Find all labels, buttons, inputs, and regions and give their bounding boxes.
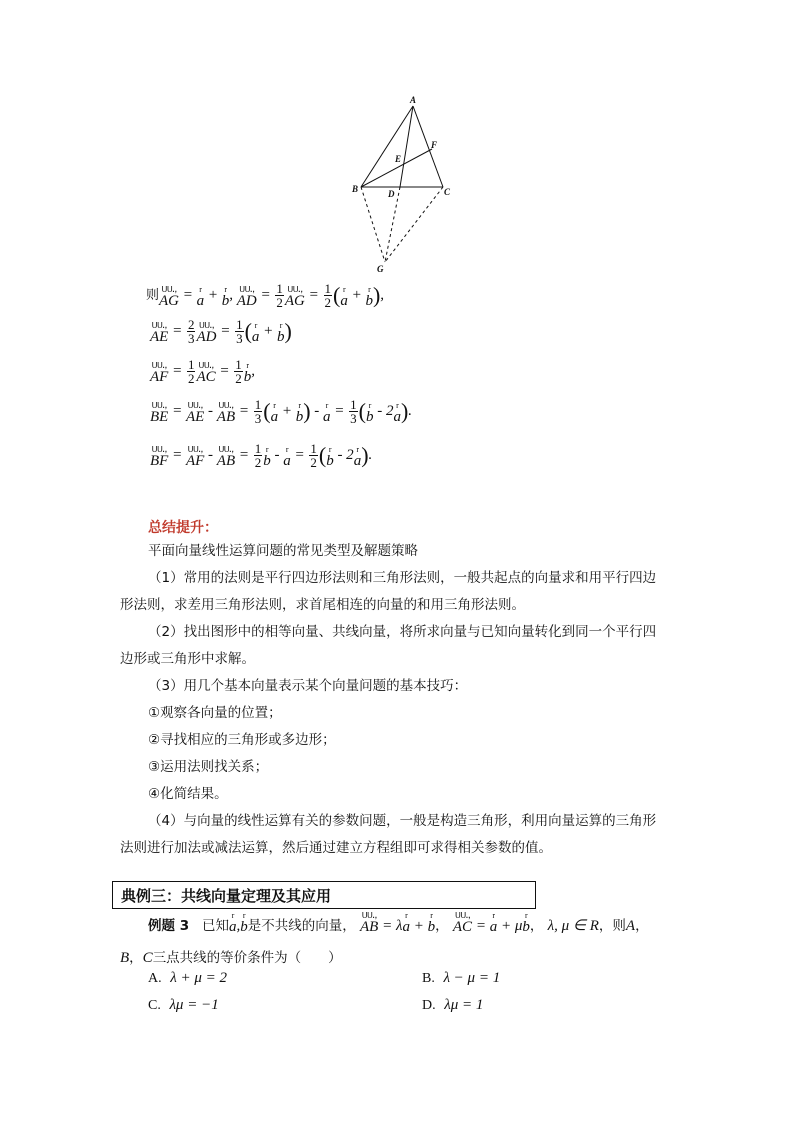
equation-prefix: 则 (146, 287, 160, 303)
equation-line-3: ꓴꓴꓻ AF = $\frac{1}{2}$ ꓴꓴꓻ AC = $\frac{1}{2}$ r b , (150, 357, 255, 386)
option-a[interactable]: A. λ + μ = 2 (148, 970, 227, 986)
option-b[interactable]: B. λ − μ = 1 (422, 970, 501, 986)
equation-line-4: ꓴꓴꓻ BE = ꓴꓴꓻ AE - ꓴꓴꓻ AB = $\frac{1}{3}$ ( r a + r b ) - r a = $\frac{1}{3}$ ( r b - 2 r a ). (150, 397, 413, 426)
label-c: C (444, 187, 451, 197)
example-condition: λ, μ ∈ R (547, 918, 599, 934)
summary-step-3: ③运用法则找关系； (148, 759, 269, 775)
summary-step-2: ②寻找相应的三角形或多边形； (148, 732, 336, 748)
label-f: F (431, 140, 438, 150)
summary-point-1-line-2: 形法则，求差用三角形法则，求首尾相连的向量的和用三角形法则。 (120, 597, 525, 613)
option-c[interactable]: C. λμ = −1 (148, 997, 219, 1013)
summary-point-3: （3）用几个基本向量表示某个向量问题的基本技巧： (148, 678, 468, 694)
segment-ac (413, 106, 443, 187)
summary-point-2-line-2: 边形或三角形中求解。 (120, 651, 255, 667)
segment-bg (361, 187, 385, 262)
segment-ad (400, 106, 413, 187)
summary-heading: 总结提升： (148, 520, 218, 536)
equation-line-5: ꓴꓴꓻ BF = ꓴꓴꓻ AF - ꓴꓴꓻ AB = $\frac{1}{2}$ r b - r a = $\frac{1}{2}$ ( r b - 2 r a ). (150, 441, 373, 470)
summary-point-4-line-2: 法则进行加法或减法运算，然后通过建立方程组即可求得相关参数的值。 (120, 840, 552, 856)
section-title: 典例三：共线向量定理及其应用 (121, 887, 332, 905)
summary-point-1-line-1: （1）常用的法则是平行四边形法则和三角形法则，一般共起点的向量求和用平行四边 (148, 570, 657, 586)
summary-intro: 平面向量线性运算问题的常见类型及解题策略 (148, 543, 418, 559)
equation-line-2: ꓴꓴꓻ AE = $\frac{2}{3}$ ꓴꓴꓻ AD = $\frac{1}{3}$ ( r a + r b ) (150, 317, 292, 346)
summary-step-1: ①观察各向量的位置； (148, 705, 282, 721)
geometry-figure (340, 92, 460, 277)
example-question-line-2: B，C三点共线的等价条件为（ ） (120, 950, 342, 966)
label-e: E (395, 154, 402, 164)
example-label: 例题 3 (148, 918, 190, 934)
example-question-line-1: 例题 3 已知 r a , r b 是不共线的向量， ꓴꓴꓻ AB = λ r a + r b ， ꓴꓴꓻ AC = r a + μ r b ， λ, μ ∈ R，则A， (148, 911, 649, 935)
section-box (112, 881, 536, 909)
equation-line-1: 则 ꓴꓴꓻ AG = r a + r b , ꓴꓴꓻ AD = $\frac{1}{2}$ ꓴꓴꓻ AG = $\frac{1}{2}$ ( r a + r b ), (146, 281, 385, 310)
label-b: B (352, 184, 359, 194)
summary-step-4: ④化简结果。 (148, 786, 228, 802)
summary-point-4-line-1: （4）与向量的线性运算有关的参数问题，一般是构造三角形，利用向量运算的三角形 (148, 813, 657, 829)
label-d: D (388, 189, 395, 199)
option-d[interactable]: D. λμ = 1 (422, 997, 484, 1013)
label-a: A (410, 95, 417, 105)
segment-ab (361, 106, 413, 187)
summary-point-2-line-1: （2）找出图形中的相等向量、共线向量，将所求向量与已知向量转化到同一个平行四 (148, 624, 657, 640)
label-g: G (377, 264, 384, 274)
